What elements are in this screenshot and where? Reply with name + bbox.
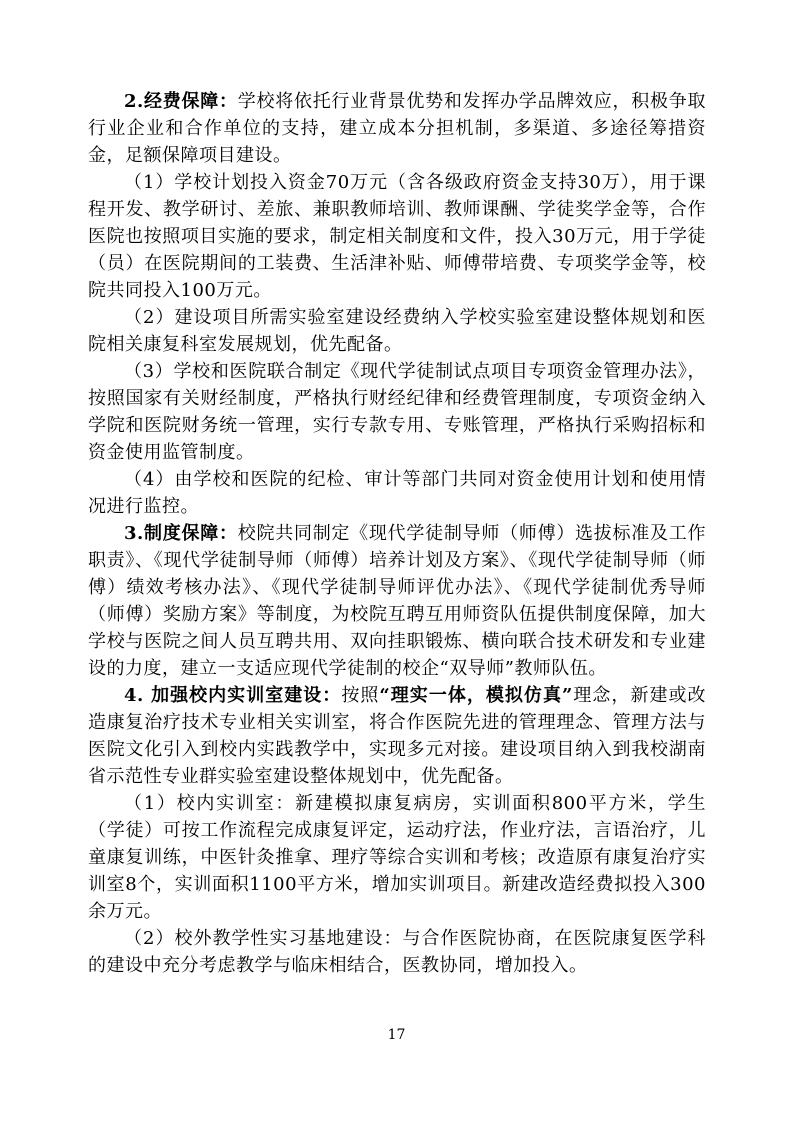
paragraph-text: （2）校外教学性实习基地建设：与合作医院协商，在医院康复医学科的建设中充分考虑教学与临床相结合，医教协同，增加投入。 bbox=[88, 928, 706, 976]
paragraph-text: （4）由学校和医院的纪检、审计等部门共同对资金使用计划和使用情况进行监控。 bbox=[88, 469, 706, 517]
document-body bbox=[88, 88, 706, 979]
paragraph bbox=[88, 358, 706, 466]
paragraph bbox=[88, 466, 706, 520]
paragraph bbox=[88, 682, 706, 790]
paragraph bbox=[88, 169, 706, 304]
paragraph-text: （3）学校和医院联合制定《现代学徒制试点项目专项资金管理办法》，按照国家有关财经制度，严格执行财经纪律和经费管理制度，专项资金纳入学院和医院财务统一管理，实行专款专用、专账管理，严格执行采购招标和资金使用监管制度。 bbox=[88, 361, 706, 463]
paragraph-text: 按照 bbox=[341, 685, 380, 706]
emphasized-phrase: “理实一体，模拟仿真” bbox=[379, 685, 573, 706]
paragraph bbox=[88, 304, 706, 358]
paragraph bbox=[88, 925, 706, 979]
paragraph-text: 学校将依托行业背景优势和发挥办学品牌效应，积极争取行业企业和合作单位的支持，建立成本分担机制，多渠道、多途径筹措资金，足额保障项目建设。 bbox=[88, 91, 706, 166]
paragraph bbox=[88, 790, 706, 925]
section-heading: 2.经费保障： bbox=[124, 91, 238, 112]
section-heading: 3.制度保障： bbox=[124, 523, 238, 544]
paragraph-text: （1）校内实训室：新建模拟康复病房，实训面积800平方米，学生（学徒）可按工作流程完成康复评定，运动疗法，作业疗法，言语治疗，儿童康复训练，中医针灸推拿、理疗等综合实训和考核；改造原有康复治疗实训室8个，实训面积1100平方米，增加实训项目。新建改造经费拟投入300余万元。 bbox=[88, 793, 706, 922]
paragraph-text: 校院共同制定《现代学徒制导师（师傅）选拔标准及工作职责》、《现代学徒制导师（师傅）培养计划及方案》、《现代学徒制导师（师傅）绩效考核办法》、《现代学徒制导师评优办法》、《现代学徒制优秀导师（师傅）奖励方案》等制度，为校院互聘互用师资队伍提供制度保障，加大学校与医院之间人员互聘共用、双向挂职锻炼、横向联合技术研发和专业建设的力度，建立一支适应现代学徒制的校企“双导师”教师队伍。 bbox=[88, 523, 706, 679]
section-heading: 4. 加强校内实训室建设： bbox=[124, 685, 342, 706]
page-number: 17 bbox=[387, 1027, 406, 1043]
paragraph-text: 理念，新建或改造康复治疗技术专业相关实训室，将合作医院先进的管理理念、管理方法与医院文化引入到校内实践教学中，实现多元对接。建设项目纳入到我校湖南省示范性专业群实验室建设整体规划中，优先配备。 bbox=[88, 685, 707, 787]
paragraph bbox=[88, 88, 706, 169]
paragraph bbox=[88, 520, 706, 682]
paragraph-text: （1）学校计划投入资金70万元（含各级政府资金支持30万），用于课程开发、教学研讨、差旅、兼职教师培训、教师课酬、学徒奖学金等，合作医院也按照项目实施的要求，制定相关制度和文件，投入30万元，用于学徒（员）在医院期间的工装费、生活津补贴、师傅带培费、专项奖学金等，校院共同投入100万元。 bbox=[88, 172, 706, 301]
paragraph-text: （2）建设项目所需实验室建设经费纳入学校实验室建设整体规划和医院相关康复科室发展规划，优先配备。 bbox=[88, 307, 706, 355]
